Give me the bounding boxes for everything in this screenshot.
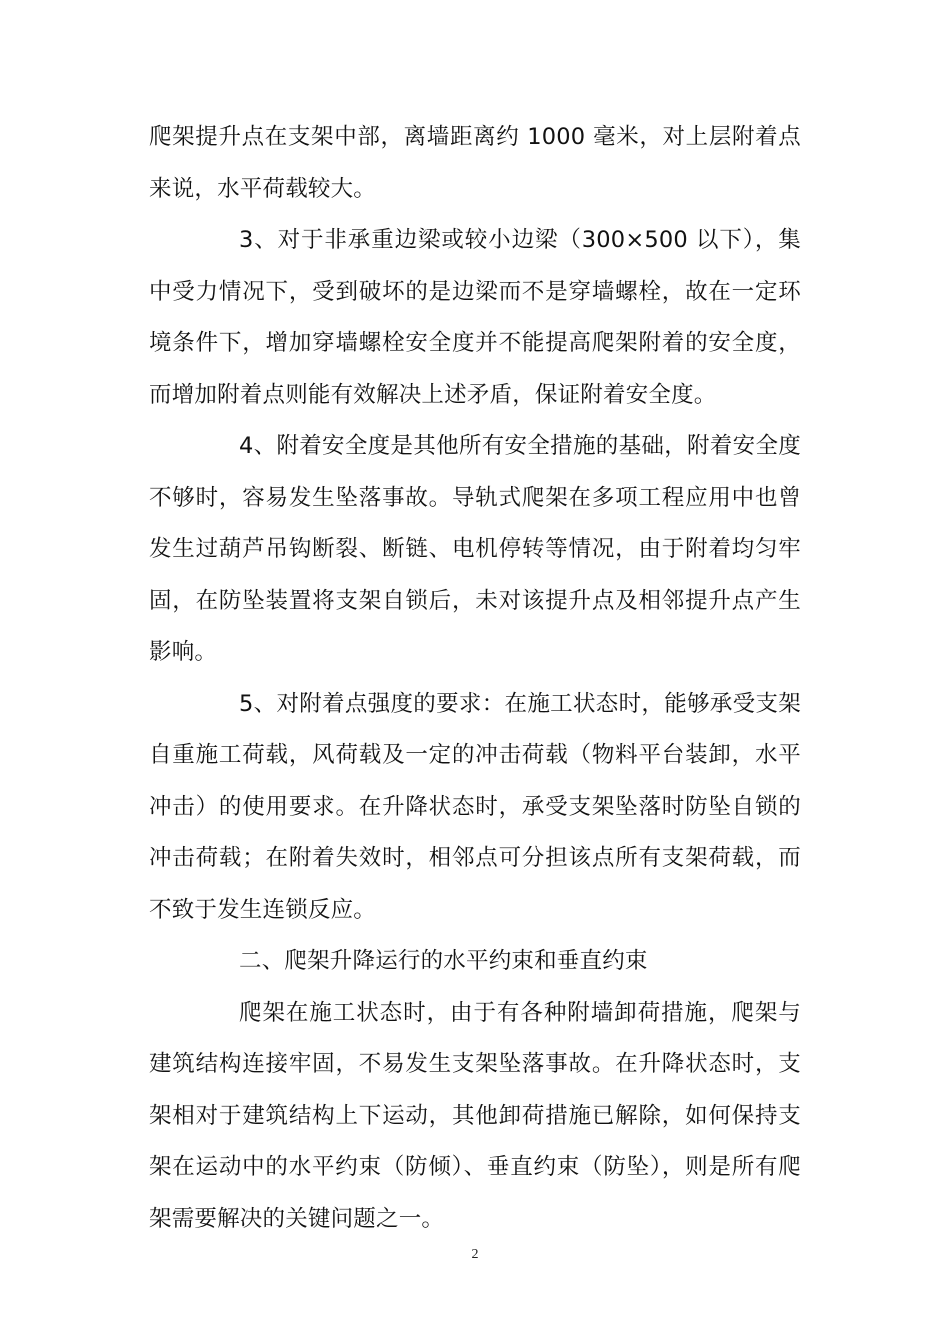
body-text: [149, 112, 801, 1245]
paragraph-continuation: 爬架提升点在支架中部，离墙距离约 1000 毫米，对上层附着点来说，水平荷载较大。: [149, 124, 801, 202]
paragraph-section-body: 爬架在施工状态时，由于有各种附墙卸荷措施，爬架与建筑结构连接牢固，不易发生支架坠落事故。在升降状态时，支架相对于建筑结构上下运动，其他卸荷措施已解除，如何保持支架在运动中的水平约束（防倾）、垂直约束（防坠），则是所有爬架需要解决的关键问题之一。: [149, 999, 801, 1232]
paragraph-item-5: 5、对附着点强度的要求：在施工状态时，能够承受支架自重施工荷载，风荷载及一定的冲击荷载（物料平台装卸，水平冲击）的使用要求。在升降状态时，承受支架坠落时防坠自锁的冲击荷载；在附着失效时，相邻点可分担该点所有支架荷载，而不致于发生连锁反应。: [149, 690, 801, 923]
section-heading: 二、爬架升降运行的水平约束和垂直约束: [239, 948, 648, 974]
paragraph-item-4: 4、附着安全度是其他所有安全措施的基础，附着安全度不够时，容易发生坠落事故。导轨式爬架在多项工程应用中也曾发生过葫芦吊钩断裂、断链、电机停转等情况，由于附着均匀牢固，在防坠装置将支架自锁后，未对该提升点及相邻提升点产生影响。: [149, 433, 801, 665]
page-number: 2: [471, 1247, 479, 1262]
paragraph-item-3: 3、对于非承重边梁或较小边梁（300×500 以下），集中受力情况下，受到破坏的是边梁而不是穿墙螺栓，故在一定环境条件下，增加穿墙螺栓安全度并不能提高爬架附着的安全度，而增加附着点则能有效解决上述矛盾，保证附着安全度。: [149, 227, 801, 408]
